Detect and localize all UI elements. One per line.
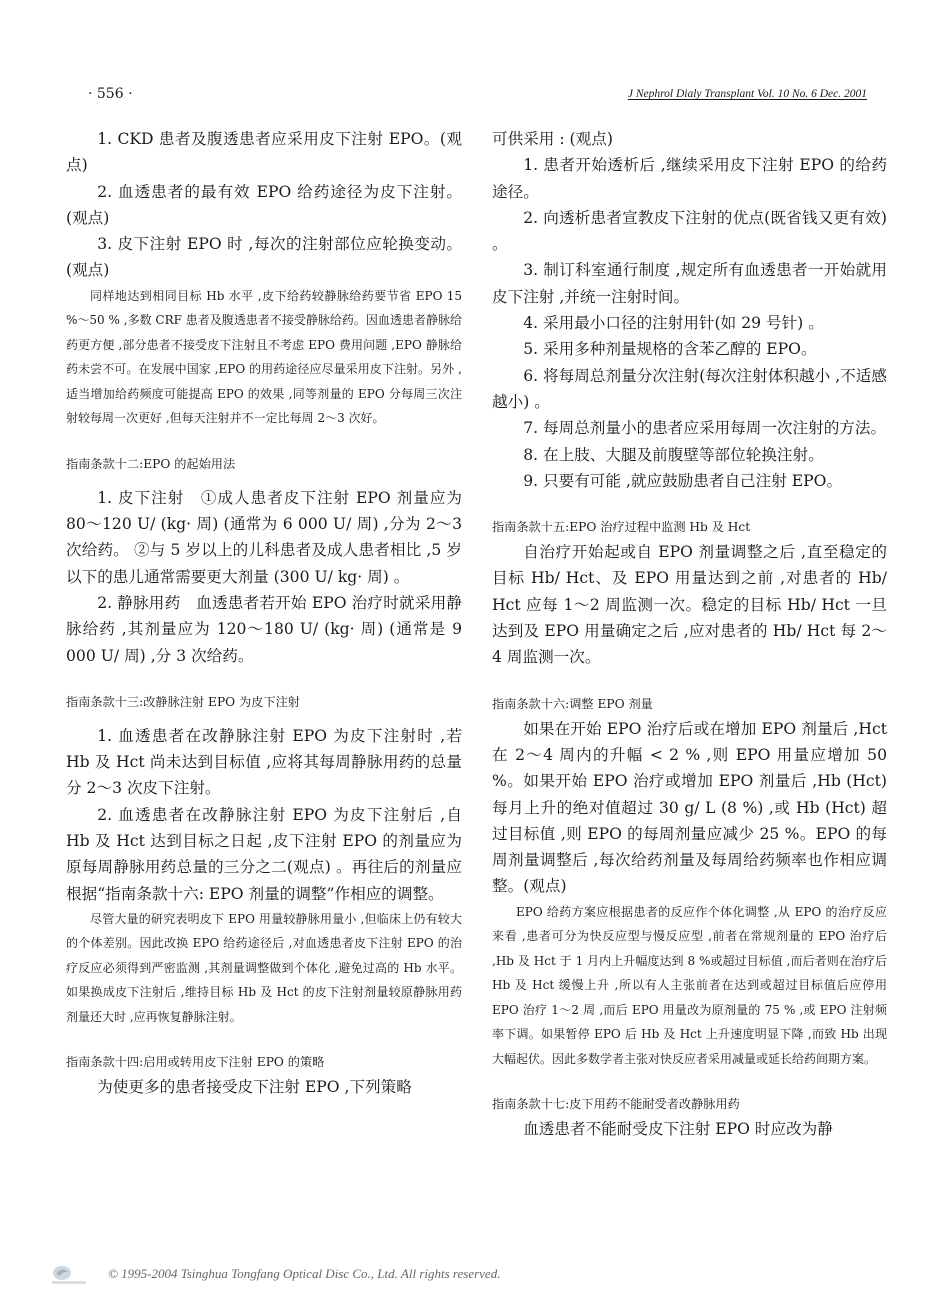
paragraph: 2. 血透患者在改静脉注射 EPO 为皮下注射后 ,自 Hb 及 Hct 达到目标之日起 ,皮下注射 EPO 的剂量应为原每周静脉用药总量的三分之二(观点) 。再往后的剂量应根据“指南条款十六: EPO 剂量的调整”作相应的调整。 xyxy=(66,805,462,903)
paragraph: 1. 皮下注射 ①成人患者皮下注射 EPO 剂量应为 80～120 U/ (kg· 周) (通常为 6 000 U/ 周) ,分为 2～3 次给药。 ②与 5 岁以上的儿科患者及成人患者相比 ,5 岁以下的患儿通常需要更大剂量 (300 U/ kg· 周) 。 xyxy=(66,488,462,586)
note-paragraph: 尽管大量的研究表明皮下 EPO 用量较静脉用量小 ,但临床上仍有较大的个体差别。因此改换 EPO 给药途径后 ,对血透患者皮下注射 EPO 的治疗反应必须得到严密监测 ,其剂量调整做到个体化 ,避免过高的 Hb 水平。如果换成皮下注射后 ,维持目标 Hb 及 Hct 的皮下注射剂量较原静脉用药剂量还大时 ,应再恢复静脉注射。 xyxy=(66,911,462,1024)
list-item: 7. 每周总剂量小的患者应采用每周一次注射的方法。 xyxy=(523,419,887,438)
paragraph: 为使更多的患者接受皮下注射 EPO ,下列策略 xyxy=(97,1078,412,1097)
paragraph: 自治疗开始起或自 EPO 剂量调整之后 ,直至稳定的目标 Hb/ Hct、及 EPO 用量达到之前 ,对患者的 Hb/ Hct 应每 1～2 周监测一次。稳定的目标 Hb/ Hct 一旦达到及 EPO 用量确定之后 ,应对患者的 Hb/ Hct 每 2～4 周监测一次。 xyxy=(492,543,887,667)
list-item: 3. 制订科室通行制度 ,规定所有血透患者一开始就用皮下注射 ,并统一注射时间。 xyxy=(492,261,887,306)
right-column xyxy=(492,126,887,1143)
section-heading: 指南条款十七:皮下用药不能耐受者改静脉用药 xyxy=(492,1097,740,1112)
paragraph: 1. CKD 患者及腹透患者应采用皮下注射 EPO。(观点) xyxy=(66,130,462,175)
copyright-notice: © 1995-2004 Tsinghua Tongfang Optical Disc Co., Ltd. All rights reserved. xyxy=(108,1266,501,1281)
paragraph: 2. 血透患者的最有效 EPO 给药途径为皮下注射。(观点) xyxy=(66,182,462,227)
section-heading: 指南条款十六:调整 EPO 剂量 xyxy=(492,696,653,711)
section-heading: 指南条款十二:EPO 的起始用法 xyxy=(66,456,236,471)
section-heading: 指南条款十五:EPO 治疗过程中监测 Hb 及 Hct xyxy=(492,520,751,535)
paragraph: 1. 血透患者在改静脉注射 EPO 为皮下注射时 ,若 Hb 及 Hct 尚未达到目标值 ,应将其每周静脉用药的总量分 2～3 次皮下注射。 xyxy=(66,726,462,798)
paragraph: 2. 静脉用药 血透患者若开始 EPO 治疗时就采用静脉给药 ,其剂量应为 120～180 U/ (kg· 周) (通常是 9 000 U/ 周) ,分 3 次给药。 xyxy=(66,593,462,665)
journal-header: J Nephrol Dialy Transplant Vol. 10 No. 6 Dec. 2001 xyxy=(627,88,867,100)
footer xyxy=(48,1262,648,1288)
paragraph: 可供采用 : (观点) xyxy=(492,130,613,148)
note-paragraph: 同样地达到相同目标 Hb 水平 ,皮下给药较静脉给药要节省 EPO 15 %～50 % ,多数 CRF 患者及腹透患者不接受静脉给药。因血透患者静脉给药更方便 ,部分患者不接受皮下注射且不考虑 EPO 费用问题 ,EPO 静脉给药未尝不可。在发展中国家 ,EPO 的用药途径应尽量采用皮下注射。另外 ,适当增加给药频度可能提高 EPO 的效果 ,同等剂量的 EPO 分每周三次注射较每周一次更好 ,但每天注射并不一定比每周 2～3 次好。 xyxy=(66,288,462,426)
paragraph: 血透患者不能耐受皮下注射 EPO 时应改为静 xyxy=(523,1120,833,1139)
section-heading: 指南条款十四:启用或转用皮下注射 EPO 的策略 xyxy=(66,1055,325,1070)
list-item: 5. 采用多种剂量规格的含苯乙醇的 EPO。 xyxy=(523,340,817,359)
section-heading: 指南条款十三:改静脉注射 EPO 为皮下注射 xyxy=(66,694,300,709)
list-item: 1. 患者开始透析后 ,继续采用皮下注射 EPO 的给药途径。 xyxy=(492,156,887,201)
note-paragraph: EPO 给药方案应根据患者的反应作个体化调整 ,从 EPO 的治疗反应来看 ,患者可分为快反应型与慢反应型 ,前者在常规剂量的 EPO 治疗后 ,Hb 及 Hct 于 1 月内上升幅度达到 8 %或超过目标值 ,而后者则在治疗后 Hb 及 Hct 缓慢上升 ,所以有人主张前者在达到或超过目标值后应停用 EPO 治疗 1～2 周 ,而后 EPO 用量改为原剂量的 75 % ,或 EPO 注射频率下调。如果暂停 EPO 后 Hb 及 Hct 上升速度明显下降 ,而致 Hb 出现大幅起伏。因此多数学者主张对快反应者采用减量或延长给药间期方案。 xyxy=(492,904,887,1066)
list-item: 6. 将每周总剂量分次注射(每次注射体积越小 ,不适感越小) 。 xyxy=(492,366,887,411)
list-item: 8. 在上肢、大腿及前腹壁等部位轮换注射。 xyxy=(523,445,824,464)
list-item: 2. 向透析患者宣教皮下注射的优点(既省钱又更有效) 。 xyxy=(492,208,887,254)
paragraph: 3. 皮下注射 EPO 时 ,每次的注射部位应轮换变动。(观点) xyxy=(66,235,462,280)
page-number: · 556 · xyxy=(88,86,133,102)
list-item: 9. 只要有可能 ,就应鼓励患者自己注射 EPO。 xyxy=(523,471,843,490)
left-column xyxy=(66,126,462,1101)
paragraph: 如果在开始 EPO 治疗后或在增加 EPO 剂量后 ,Hct 在 2～4 周内的升幅 < 2 % ,则 EPO 用量应增加 50 %。如果开始 EPO 治疗或增加 EPO 剂量后 ,Hb (Hct) 每月上升的绝对值超过 30 g/ L (8 %) ,或 Hb (Hct) 超过目标值 ,则 EPO 的每周剂量应减少 25 %。EPO 的每周剂量调整后 ,每次给药剂量及每周给药频率也作相应调整。(观点) xyxy=(492,719,887,896)
publisher-logo-icon xyxy=(48,1262,92,1286)
list-item: 4. 采用最小口径的注射用针(如 29 号针) 。 xyxy=(523,314,824,333)
